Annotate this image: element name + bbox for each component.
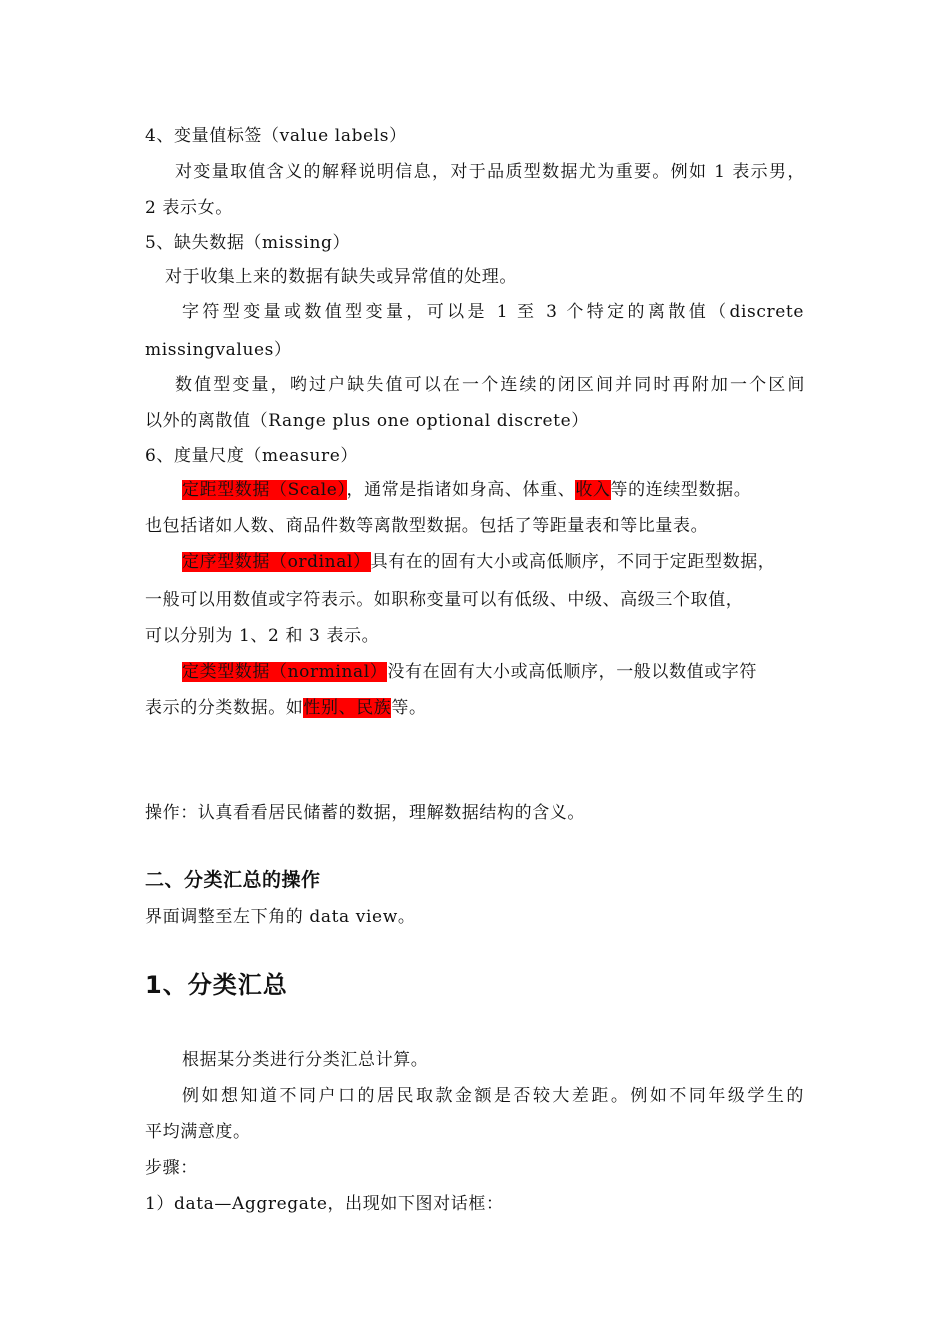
- scale-paragraph-line-1: [182, 479, 751, 501]
- nominal-text-2a: 表示的分类数据。如: [145, 698, 304, 718]
- scale-text-1: ，通常是指诸如身高、体重、: [346, 480, 576, 500]
- ordinal-text-1: 具有在的固有大小或高低顺序，不同于定距型数据，: [370, 552, 776, 572]
- steps-label: 步骤：: [145, 1158, 198, 1178]
- subsection-1-heading: 1、分类汇总: [145, 971, 288, 999]
- section-5-paragraph-1: 对于收集上来的数据有缺失或异常值的处理。: [165, 267, 517, 287]
- section-4-heading: 4、变量值标签（value labels）: [145, 126, 407, 146]
- section-5-paragraph-3-line-2: 以外的离散值（Range plus one optional discrete）: [145, 411, 589, 431]
- income-highlight: 收入: [575, 480, 611, 500]
- section-6-heading: 6、度量尺度（measure）: [145, 446, 358, 466]
- section-4-paragraph-line-1: 对变量取值含义的解释说明信息，对于品质型数据尤为重要。例如 1 表示男，: [175, 162, 805, 182]
- section-5-paragraph-2-line-2: missingvalues）: [145, 340, 292, 360]
- gender-ethnicity-highlight: 性别、民族: [303, 698, 392, 718]
- ordinal-paragraph-line-1: [182, 551, 775, 573]
- subsection-1-paragraph-1: 根据某分类进行分类汇总计算。: [182, 1050, 429, 1070]
- operation-note: 操作：认真看看居民储蓄的数据，理解数据结构的含义。: [145, 803, 585, 823]
- nominal-paragraph-line-2: [145, 697, 427, 719]
- subsection-1-paragraph-2-line-2: 平均满意度。: [145, 1122, 251, 1142]
- nominal-text-1: 没有在固有大小或高低顺序，一般以数值或字符: [387, 662, 757, 682]
- section-4-paragraph-line-2: 2 表示女。: [145, 198, 233, 218]
- scale-highlight: 定距型数据（Scale）: [182, 480, 347, 500]
- section-5-paragraph-3-line-1: 数值型变量，哟过户缺失值可以在一个连续的闭区间并同时再附加一个区间: [175, 375, 805, 395]
- section-5-paragraph-2-line-1: 字符型变量或数值型变量，可以是 1 至 3 个特定的离散值（discrete: [182, 302, 804, 322]
- ordinal-paragraph-line-2: 一般可以用数值或字符表示。如职称变量可以有低级、中级、高级三个取值，: [145, 590, 744, 610]
- ordinal-paragraph-line-3: 可以分别为 1、2 和 3 表示。: [145, 626, 380, 646]
- section-2-heading: 二、分类汇总的操作: [145, 869, 321, 891]
- nominal-highlight: 定类型数据（norminal）: [182, 662, 388, 682]
- nominal-paragraph-line-1: [182, 661, 757, 683]
- section-2-paragraph: 界面调整至左下角的 data view。: [145, 907, 416, 927]
- scale-text-2: 等的连续型数据。: [610, 480, 752, 500]
- ordinal-highlight: 定序型数据（ordinal）: [182, 552, 371, 572]
- step-1: 1）data—Aggregate，出现如下图对话框：: [145, 1194, 504, 1214]
- nominal-text-2b: 等。: [391, 698, 427, 718]
- section-5-heading: 5、缺失数据（missing）: [145, 233, 351, 253]
- scale-paragraph-line-2: 也包括诸如人数、商品件数等离散型数据。包括了等距量表和等比量表。: [145, 516, 709, 536]
- subsection-1-paragraph-2-line-1: 例如想知道不同户口的居民取款金额是否较大差距。例如不同年级学生的: [182, 1086, 804, 1106]
